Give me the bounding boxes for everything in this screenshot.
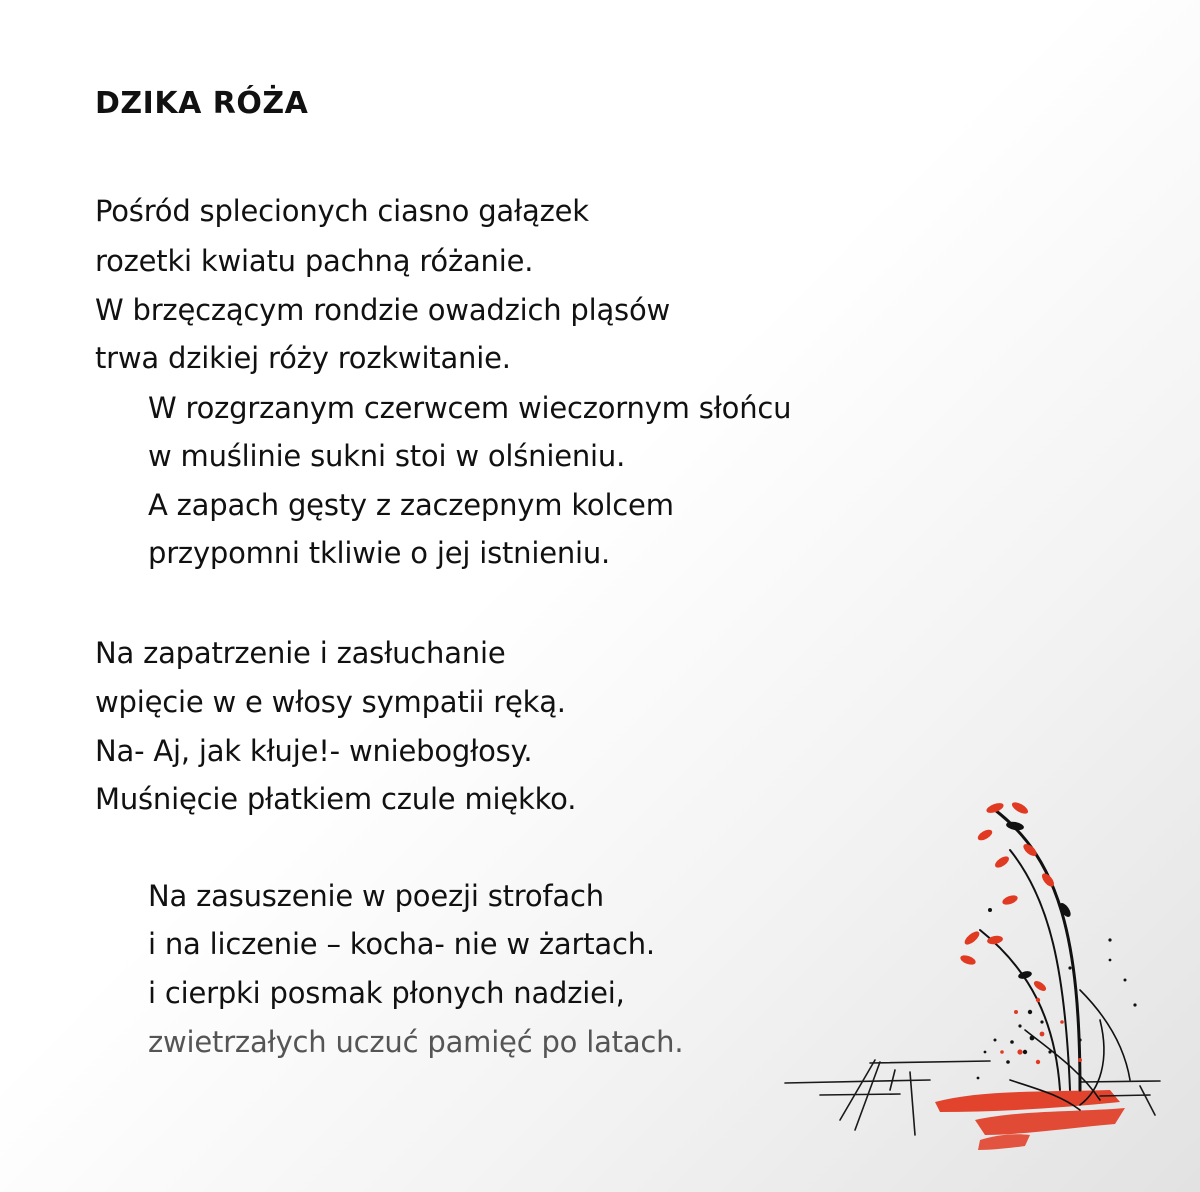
poem-line: W rozgrzanym czerwcem wieczornym słońcu [148,391,792,425]
rose-branch-illustration [780,790,1190,1170]
poem-line: przypomni tkliwie o jej istnieniu. [148,536,611,570]
poem-line: Pośród splecionych ciasno gałązek [95,194,589,228]
poem-line: rozetki kwiatu pachną różanie. [95,244,534,278]
poem-line: i cierpki posmak płonych nadziei, [148,976,625,1010]
poem-line: Na zasuszenie w poezji strofach [148,879,604,913]
poem-line: Na- Aj, jak kłuje!- wniebogłosy. [95,734,533,768]
poem-line: A zapach gęsty z zaczepnym kolcem [148,488,674,522]
poem-title: DZIKA RÓŻA [95,86,309,121]
poem-line: W brzęczącym rondzie owadzich pląsów [95,293,671,327]
poem-line: trwa dzikiej róży rozkwitanie. [95,341,511,375]
poem-line: i na liczenie – kocha- nie w żartach. [148,927,655,961]
poem-line: Muśnięcie płatkiem czule miękko. [95,782,577,816]
poem-line: zwietrzałych uczuć pamięć po latach. [148,1025,684,1059]
poem-line: Na zapatrzenie i zasłuchanie [95,636,506,670]
poem-line: wpięcie w e włosy sympatii ręką. [95,685,566,719]
poem-line: w muślinie sukni stoi w olśnieniu. [148,439,626,473]
